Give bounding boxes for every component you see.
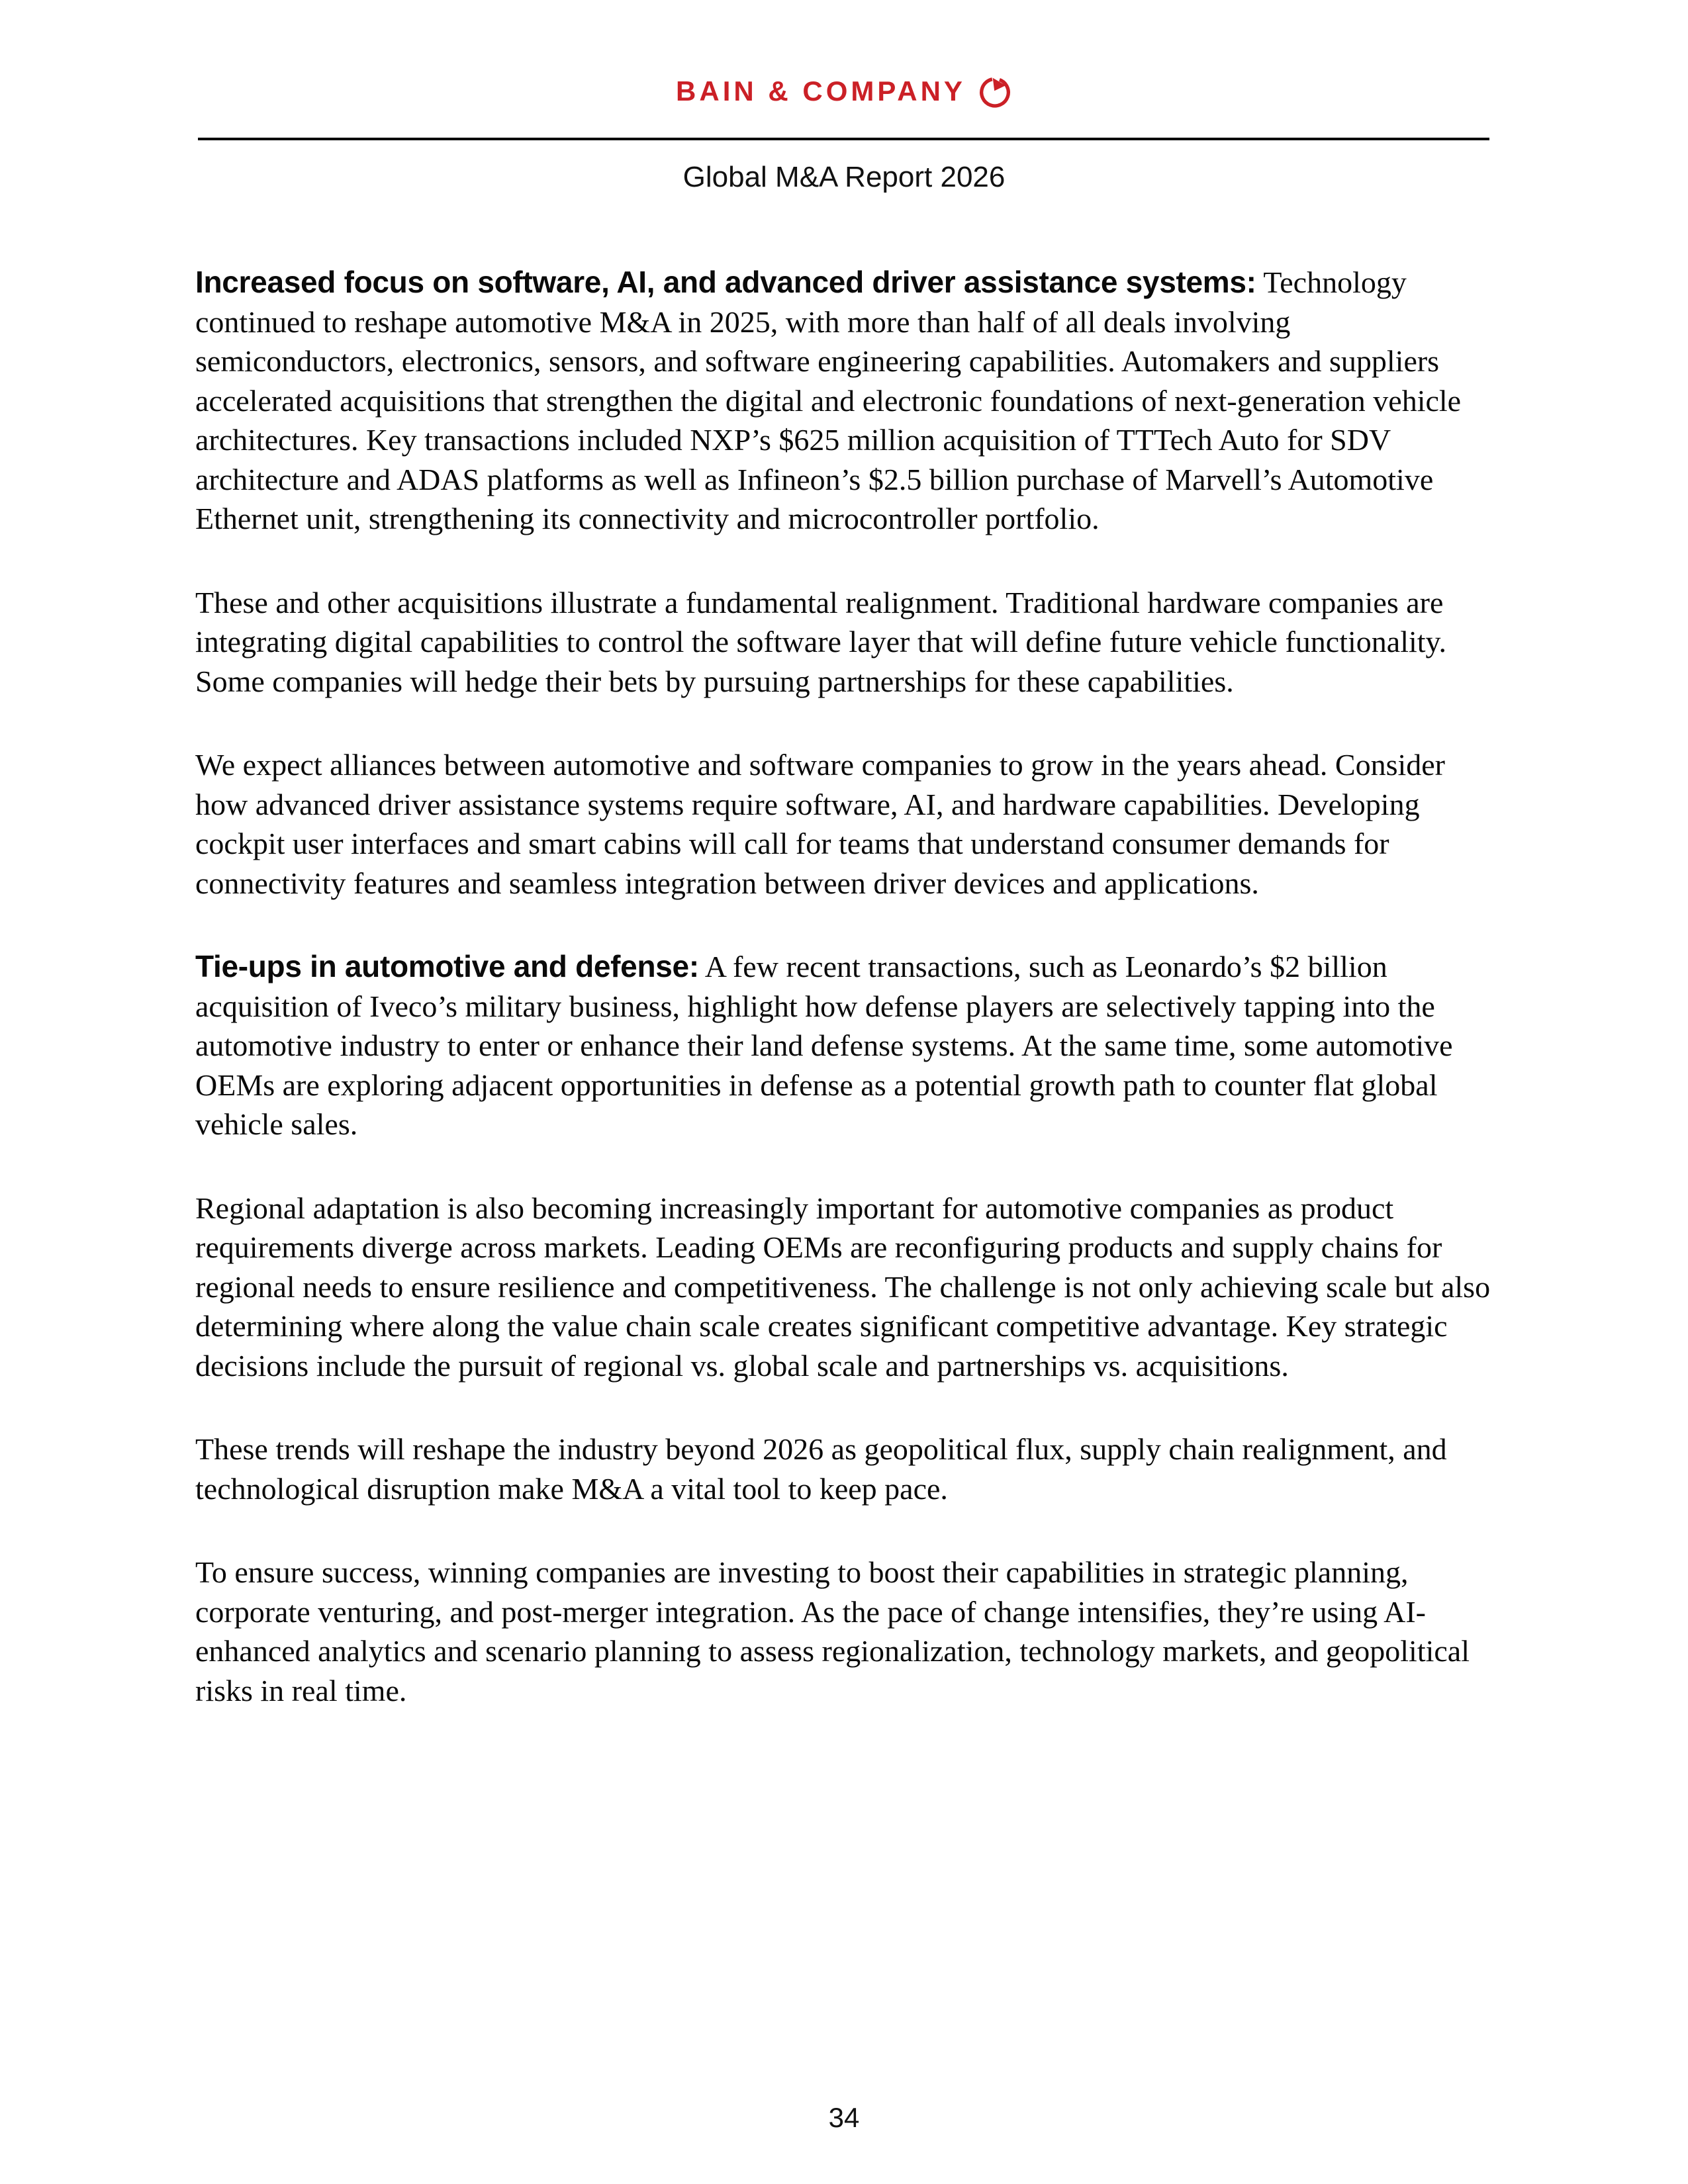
paragraph-text: We expect alliances between automotive and software companies to grow in the years ahead. Consider how advanced driver assistance systems require software, AI, and hardware capabilities. Developing cockpit user interfaces and smart cabins will call for teams that understand consumer demands for connectivity features and seamless integration between driver devices and applications. (195, 748, 1445, 900)
header-divider (198, 138, 1489, 140)
paragraph-text: Technology continued to reshape automotive M&A in 2025, with more than half of all deals involving semiconductors, electronics, sensors, and software engineering capabilities. Automakers and suppliers accelerated acquisitions that strengthen the digital and electronic foundations of next-generation vehicle architectures. Key transactions included NXP’s $625 million acquisition of TTTech Auto for SDV architecture and ADAS platforms as well as Infineon’s $2.5 billion purchase of Marvell’s Automotive Ethernet unit, strengthening its connectivity and microcontroller portfolio. (195, 265, 1462, 535)
body-paragraph (195, 947, 1494, 1144)
bain-compass-icon (978, 74, 1012, 109)
bain-logo-wordmark: BAIN & COMPANY (676, 75, 966, 107)
body-paragraph (195, 1189, 1494, 1386)
paragraph-text: Regional adaptation is also becoming increasingly important for automotive companies as product requirements diverge across markets. Leading OEMs are reconfiguring products and supply chains for regional needs to ensure resilience and competitiveness. The challenge is not only achieving scale but also determining where along the value chain scale creates significant competitive advantage. Key strategic decisions include the pursuit of regional vs. global scale and partnerships vs. acquisitions. (195, 1191, 1491, 1383)
page-number: 34 (828, 2102, 860, 2133)
paragraph-text: These and other acquisitions illustrate a fundamental realignment. Traditional hardware companies are integrating digital capabilities to control the software layer that will define future vehicle functionality. Some companies will hedge their bets by pursuing partnerships for these capabilities. (195, 585, 1447, 698)
page-content (195, 263, 1494, 1710)
paragraph-text: These trends will reshape the industry beyond 2026 as geopolitical flux, supply chain realignment, and technological disruption make M&A a vital tool to keep pace. (195, 1432, 1447, 1506)
body-paragraph (195, 1430, 1494, 1508)
body-paragraph (195, 263, 1494, 539)
paragraph-text: A few recent transactions, such as Leonardo’s $2 billion acquisition of Iveco’s military business, highlight how defense players are selectively tapping into the automotive industry to enter or enhance their land defense systems. At the same time, some automotive OEMs are exploring adjacent opportunities in defense as a potential growth path to counter flat global vehicle sales. (195, 950, 1453, 1141)
body-paragraph (195, 745, 1494, 903)
body-paragraph (195, 583, 1494, 702)
body-paragraph (195, 1553, 1494, 1710)
bain-logo (0, 74, 1688, 109)
paragraph-lead: Tie-ups in automotive and defense: (195, 949, 699, 983)
report-title: Global M&A Report 2026 (682, 161, 1006, 193)
paragraph-lead: Increased focus on software, AI, and advanced driver assistance systems: (195, 265, 1256, 299)
paragraph-text: To ensure success, winning companies are investing to boost their capabilities in strategic planning, corporate venturing, and post-merger integration. As the pace of change intensifies, they’re using AI-enhanced analytics and scenario planning to assess regionalization, technology markets, and geopolitical risks in real time. (195, 1555, 1470, 1707)
